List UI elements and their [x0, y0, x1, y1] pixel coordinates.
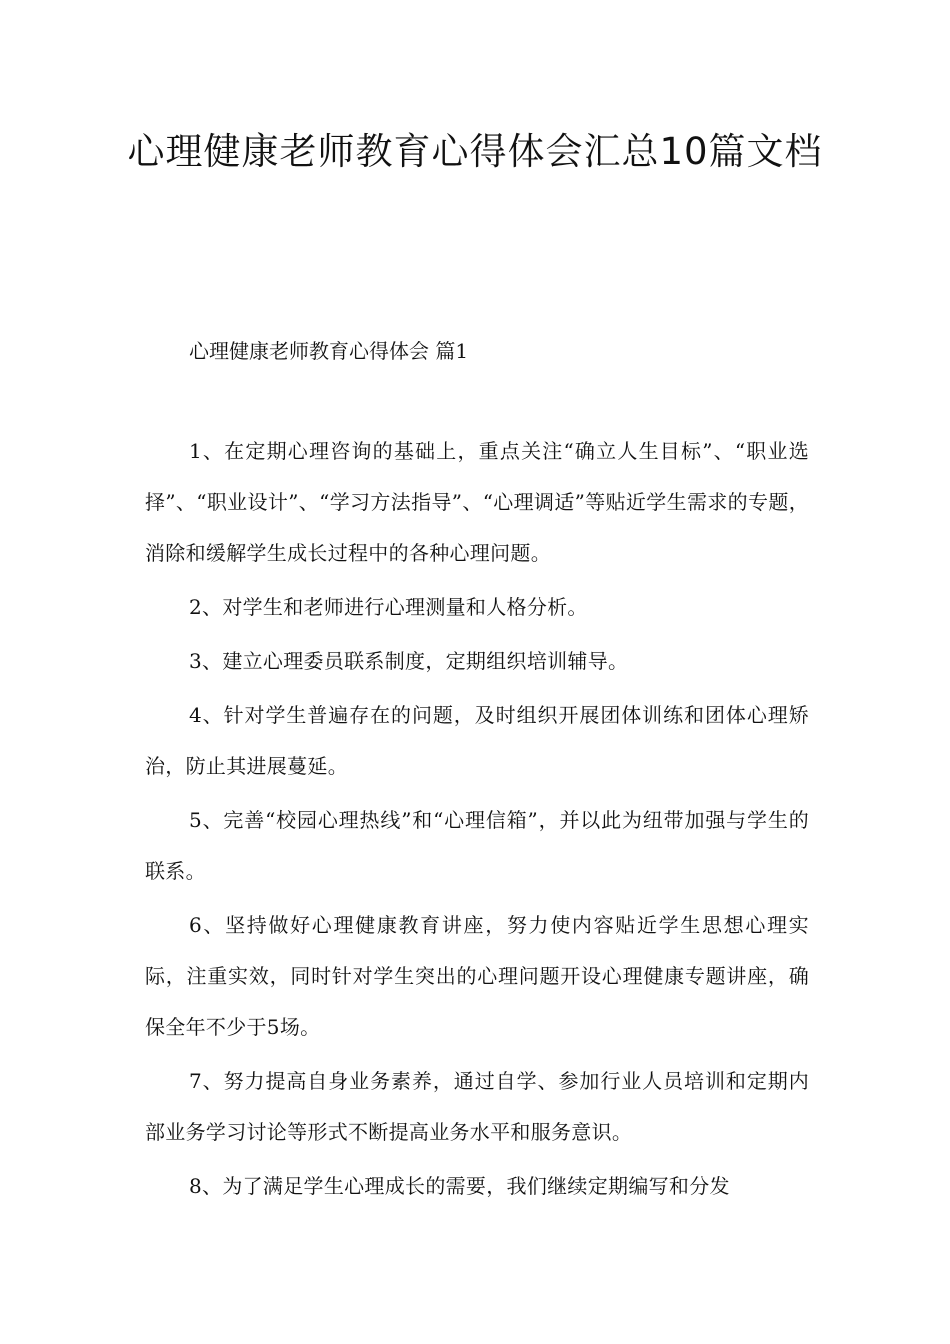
- paragraph-5: 5、完善“校园心理热线”和“心理信箱”，并以此为纽带加强与学生的联系。: [145, 808, 809, 883]
- document-title: 心理健康老师教育心得体会汇总10篇文档: [127, 130, 823, 173]
- paragraph-4: 4、针对学生普遍存在的问题，及时组织开展团体训练和团体心理矫治，防止其进展蔓延。: [145, 703, 809, 778]
- paragraph-6: 6、坚持做好心理健康教育讲座，努力使内容贴近学生思想心理实际，注重实效，同时针对学生突出的心理问题开设心理健康专题讲座，确保全年不少于5场。: [145, 913, 809, 1039]
- paragraph-3: 3、建立心理委员联系制度，定期组织培训辅导。: [189, 649, 629, 673]
- document-body: [145, 426, 809, 1215]
- paragraph-7: 7、努力提高自身业务素养，通过自学、参加行业人员培训和定期内部业务学习讨论等形式不断提高业务水平和服务意识。: [145, 1069, 809, 1144]
- section-heading: 心理健康老师教育心得体会 篇1: [189, 339, 469, 363]
- paragraph-2: 2、对学生和老师进行心理测量和人格分析。: [189, 595, 588, 619]
- paragraph-8: 8、为了满足学生心理成长的需要，我们继续定期编写和分发: [189, 1174, 730, 1198]
- paragraph-1: 1、在定期心理咨询的基础上，重点关注“确立人生目标”、“职业选择”、“职业设计”、“学习方法指导”、“心理调适”等贴近学生需求的专题，消除和缓解学生成长过程中的各种心理问题。: [145, 439, 809, 565]
